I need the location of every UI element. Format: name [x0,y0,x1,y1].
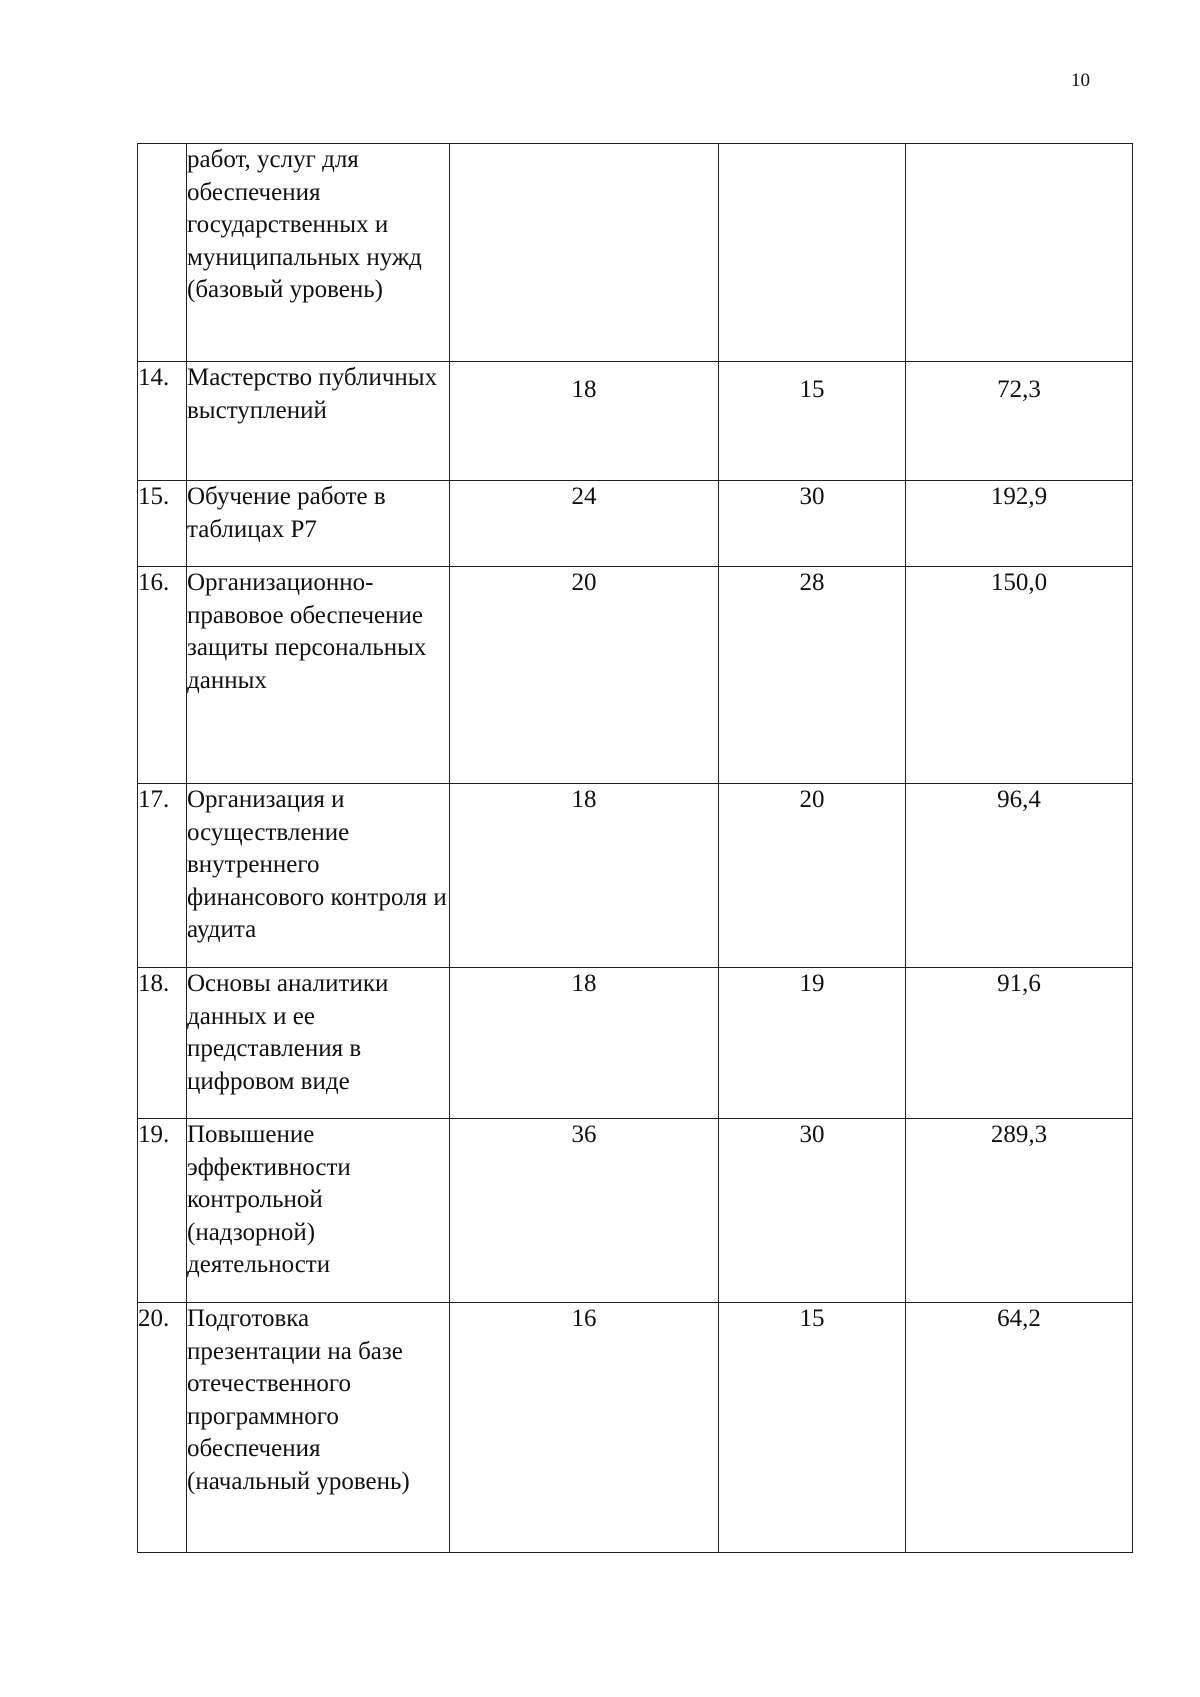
row-number: 20. [138,1303,187,1553]
value-col4: 20 [719,784,906,968]
value-col5: 192,9 [906,481,1133,567]
value-col4 [719,144,906,362]
value-col3: 36 [450,1119,719,1303]
value-col5: 150,0 [906,567,1133,784]
course-title: Повышение эффективности контрольной (надзорной) деятельности [187,1119,450,1303]
row-number: 14. [138,362,187,481]
course-title: Основы аналитики данных и ее представления в цифровом виде [187,968,450,1119]
value-col4: 15 [719,362,906,481]
value-col4: 30 [719,1119,906,1303]
row-number: 18. [138,968,187,1119]
table-row [138,968,1133,1119]
value-col5: 64,2 [906,1303,1133,1553]
page-number: 10 [1071,70,1090,91]
value-col3: 18 [450,968,719,1119]
value-col5 [906,144,1133,362]
table-row [138,1303,1133,1553]
course-title: Мастерство публичных выступлений [187,362,450,481]
value-col4: 30 [719,481,906,567]
value-col4: 28 [719,567,906,784]
value-col3: 20 [450,567,719,784]
row-number: 16. [138,567,187,784]
value-col5: 72,3 [906,362,1133,481]
value-col3: 18 [450,784,719,968]
value-col3: 24 [450,481,719,567]
row-number: 17. [138,784,187,968]
courses-table [137,143,1133,1553]
value-col4: 19 [719,968,906,1119]
value-col5: 91,6 [906,968,1133,1119]
row-number [138,144,187,362]
course-title: работ, услуг для обеспечения государственных и муниципальных нужд (базовый уровень) [187,144,450,362]
table-row [138,567,1133,784]
value-col3: 18 [450,362,719,481]
table-row [138,362,1133,481]
course-title: Подготовка презентации на базе отечественного программного обеспечения (начальный уровень) [187,1303,450,1553]
course-title: Обучение работе в таблицах Р7 [187,481,450,567]
table-row [138,1119,1133,1303]
course-title: Организация и осуществление внутреннего финансового контроля и аудита [187,784,450,968]
table-row [138,481,1133,567]
row-number: 15. [138,481,187,567]
value-col5: 96,4 [906,784,1133,968]
table-row [138,784,1133,968]
course-title: Организационно-правовое обеспечение защиты персональных данных [187,567,450,784]
value-col5: 289,3 [906,1119,1133,1303]
value-col4: 15 [719,1303,906,1553]
value-col3: 16 [450,1303,719,1553]
value-col3 [450,144,719,362]
row-number: 19. [138,1119,187,1303]
table-row-continuation [138,144,1133,362]
